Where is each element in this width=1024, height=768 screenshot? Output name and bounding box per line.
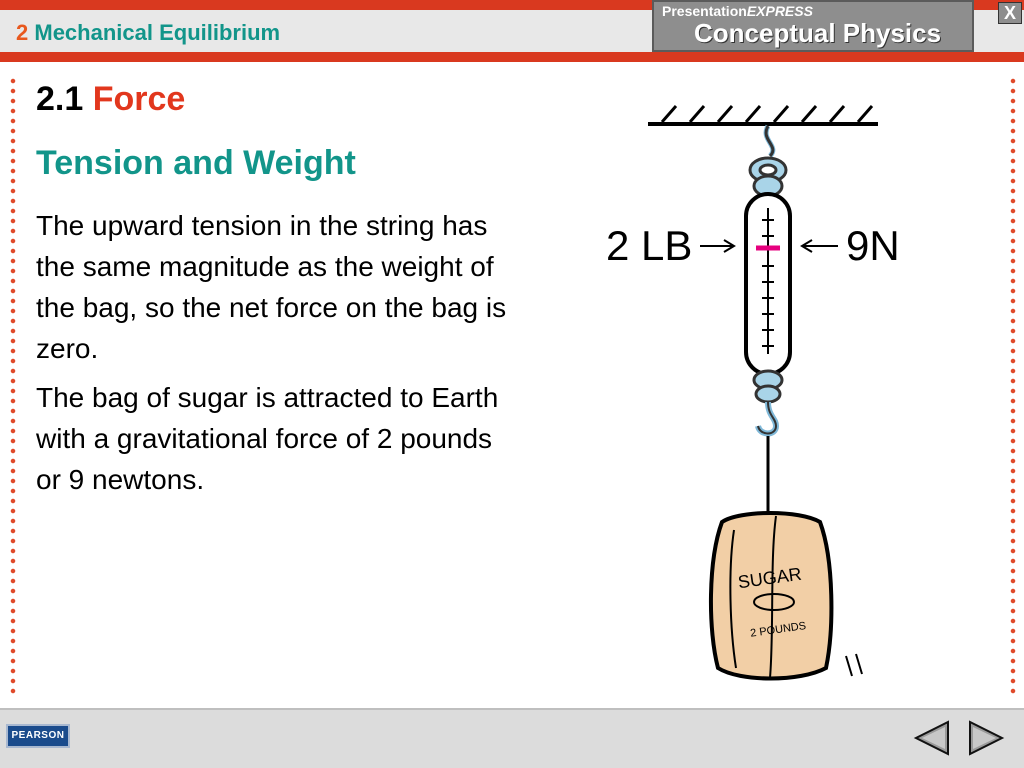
left-dotted-border bbox=[10, 76, 16, 696]
section-number: 2.1 bbox=[36, 80, 84, 118]
next-slide-button[interactable] bbox=[966, 718, 1006, 758]
weight-newtons-label: 9N bbox=[846, 222, 900, 269]
slide-subtitle: Tension and Weight bbox=[36, 144, 356, 182]
ceiling-icon bbox=[648, 106, 878, 124]
top-hook-icon bbox=[750, 126, 786, 196]
spring-scale-illustration bbox=[590, 90, 950, 690]
header-bottom-stripe bbox=[0, 52, 1024, 62]
right-dotted-border bbox=[1010, 76, 1016, 696]
section-title: Force bbox=[92, 80, 186, 118]
footer-bar bbox=[0, 708, 1024, 768]
right-arrow-icon bbox=[802, 240, 838, 252]
left-arrow-icon bbox=[700, 240, 734, 252]
pearson-logo: PEARSON bbox=[6, 724, 70, 748]
paragraph-tension: The upward tension in the string has the same magnitude as the weight of the bag, so the net force on the bag is zero. bbox=[36, 210, 507, 364]
brand-subtitle: PresentationEXPRESS bbox=[662, 3, 813, 19]
bottom-hook-icon bbox=[754, 371, 782, 434]
brand-logo bbox=[652, 0, 974, 52]
bag-label: SUGAR bbox=[736, 563, 803, 593]
sugar-bag-icon bbox=[711, 513, 862, 679]
brand-title: Conceptual Physics bbox=[694, 18, 942, 48]
bag-sublabel: 2 POUNDS bbox=[749, 620, 807, 640]
close-button[interactable]: X bbox=[998, 2, 1022, 24]
chapter-title bbox=[16, 20, 280, 46]
section-heading bbox=[36, 80, 185, 119]
chapter-number: 2 bbox=[16, 20, 29, 45]
chapter-name: Mechanical Equilibrium bbox=[34, 20, 281, 45]
weight-pounds-label: 2 LB bbox=[606, 222, 693, 269]
right-triangle-icon bbox=[970, 722, 1002, 754]
left-triangle-icon bbox=[916, 722, 948, 754]
spring-scale-icon bbox=[746, 194, 790, 374]
paragraph-gravity: The bag of sugar is attracted to Earth with a gravitational force of 2 pounds or 9 newtons. bbox=[36, 382, 499, 495]
previous-slide-button[interactable] bbox=[912, 718, 952, 758]
